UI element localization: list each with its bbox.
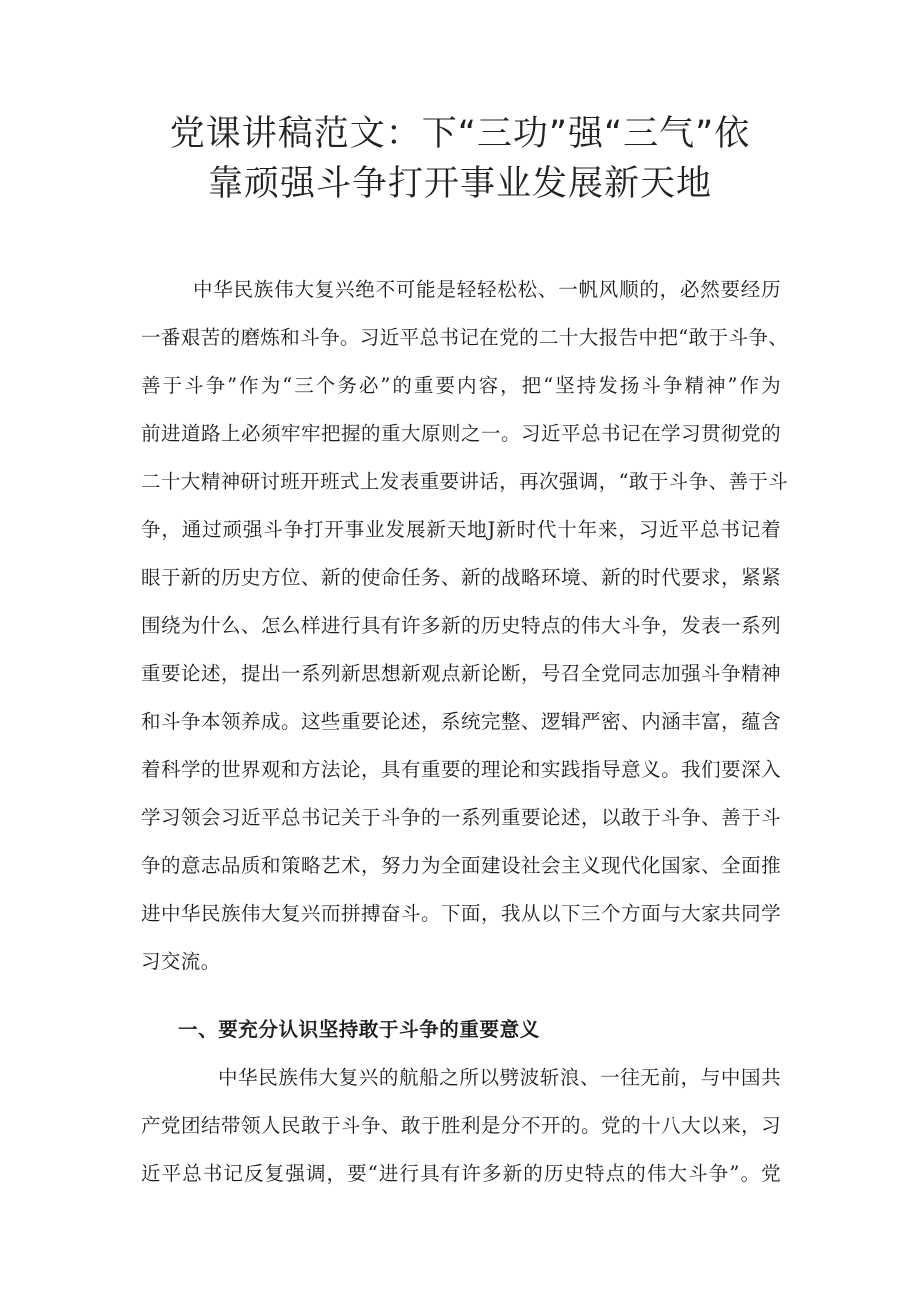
paragraph-line: 重要论述，提出一系列新思想新观点新论断，号召全党同志加强斗争精神 <box>141 662 781 685</box>
paragraph-line: 善于斗争”作为“三个务必”的重要内容，把“坚持发扬斗争精神”作为 <box>141 374 781 397</box>
document-title-line-1: 党课讲稿范文：下“三功”强“三气”依 <box>169 114 751 154</box>
paragraph-line: 着科学的世界观和方法论，具有重要的理论和实践指导意义。我们要深入 <box>141 758 781 781</box>
paragraph-line: 争的意志品质和策略艺术，努力为全面建设社会主义现代化国家、全面推 <box>141 854 781 877</box>
paragraph-line: 中华民族伟大复兴绝不可能是轻轻松松、一帆风顺的，必然要经历 <box>193 278 781 301</box>
paragraph-line: 近平总书记反复强调，要“进行具有许多新的历史特点的伟大斗争”。党 <box>141 1162 781 1185</box>
paragraph-line: 前进道路上必须牢牢把握的重大原则之一。习近平总书记在学习贯彻党的 <box>141 422 781 445</box>
paragraph-line: 二十大精神研讨班开班式上发表重要讲话，再次强调，“敢于斗争、善于斗 <box>141 470 789 493</box>
paragraph-line: 和斗争本领养成。这些重要论述，系统完整、逻辑严密、内涵丰富，蕴含 <box>141 710 781 733</box>
paragraph-line: 争，通过顽强斗争打开事业发展新天地J新时代十年来，习近平总书记着 <box>141 518 781 541</box>
section-heading: 一、要充分认识坚持敢于斗争的重要意义 <box>178 1018 540 1041</box>
paragraph-line: 围绕为什么、怎么样进行具有许多新的历史特点的伟大斗争，发表一系列 <box>141 614 781 637</box>
paragraph-line: 一番艰苦的磨炼和斗争。习近平总书记在党的二十大报告中把“敢于斗争、 <box>141 326 789 349</box>
paragraph-line: 眼于新的历史方位、新的使命任务、新的战略环境、新的时代要求，紧紧 <box>141 566 781 589</box>
paragraph-line: 习交流。 <box>141 950 221 973</box>
paragraph-line: 产党团结带领人民敢于斗争、敢于胜利是分不开的。党的十八大以来，习 <box>141 1114 781 1137</box>
paragraph-line: 学习领会习近平总书记关于斗争的一系列重要论述，以敢于斗争、善于斗 <box>141 806 781 829</box>
paragraph-line: 中华民族伟大复兴的航船之所以劈波斩浪、一往无前，与中国共 <box>218 1066 781 1089</box>
document-title-line-2: 靠顽强斗争打开事业发展新天地 <box>207 164 712 204</box>
paragraph-line: 进中华民族伟大复兴而拼搏奋斗。下面，我从以下三个方面与大家共同学 <box>141 902 781 925</box>
